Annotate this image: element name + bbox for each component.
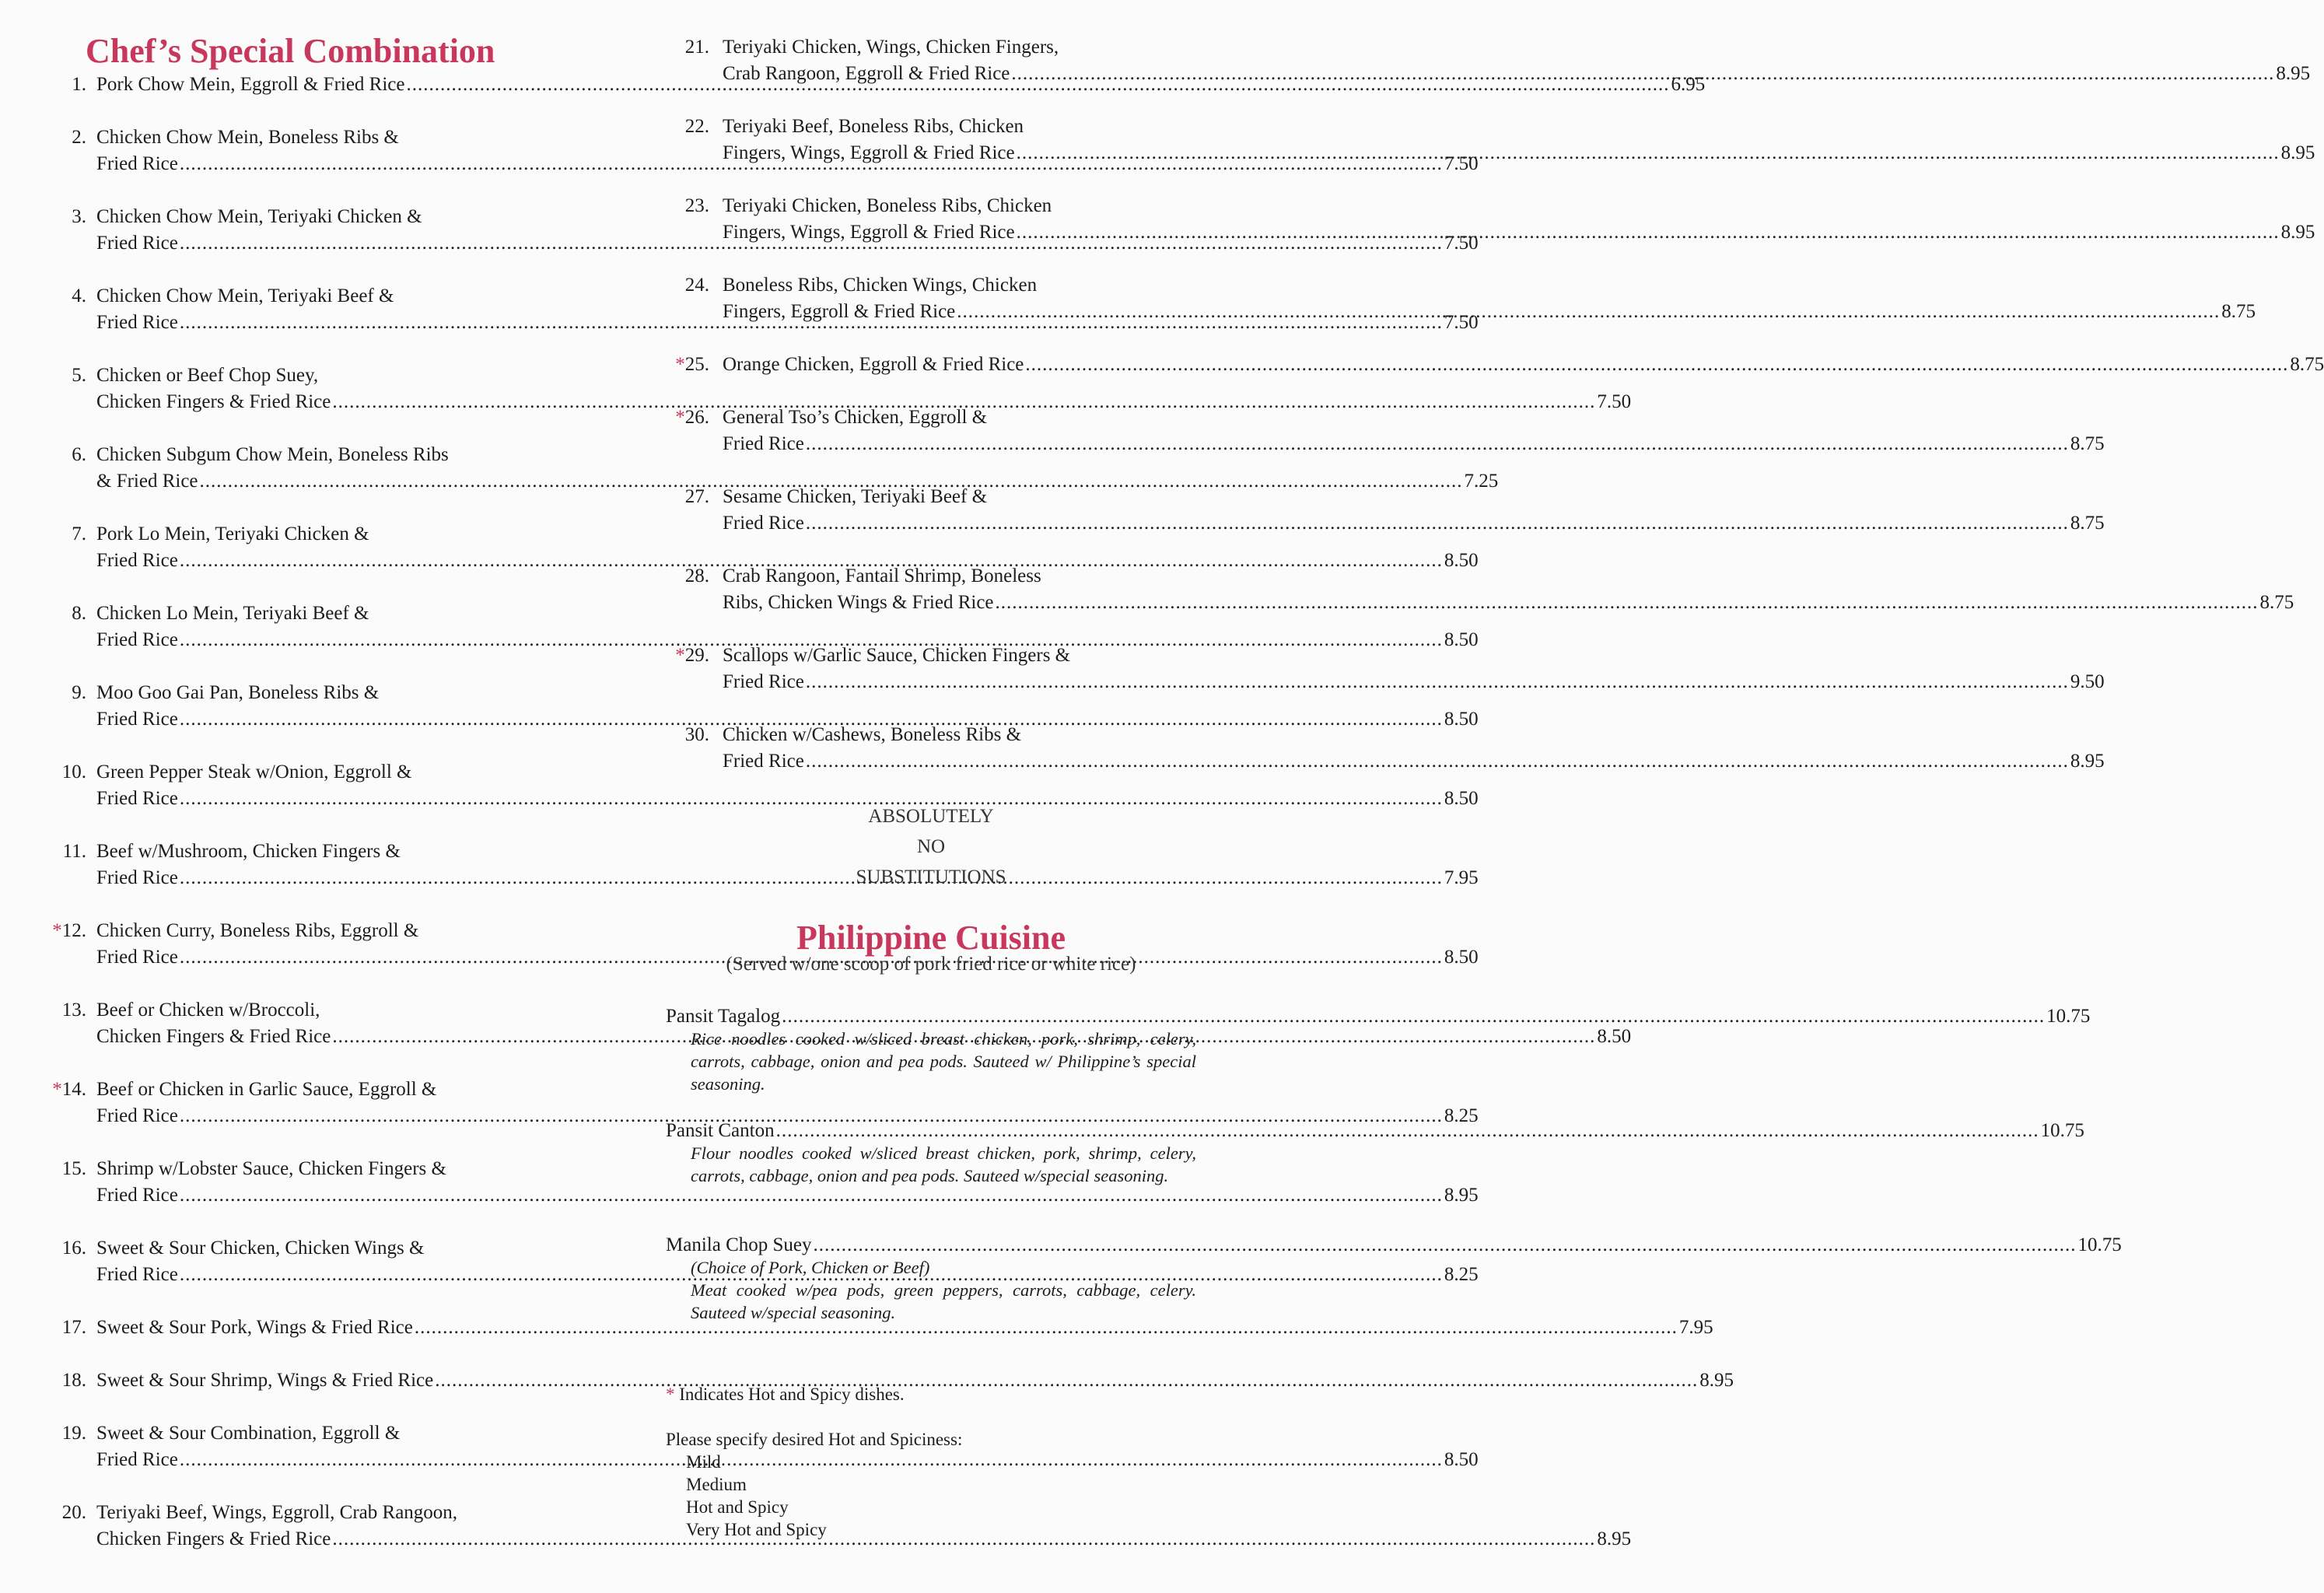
- item-number: [666, 34, 709, 61]
- item-number: [666, 484, 709, 510]
- item-line: [723, 219, 2315, 246]
- item-line: [723, 510, 2105, 537]
- item-number: [47, 839, 86, 865]
- item-number-text: 9.: [72, 682, 86, 703]
- menu-item: [47, 1315, 1713, 1341]
- item-description: Chicken Chow Mein, Teriyaki Beef &: [96, 285, 394, 306]
- item-description: Fried Rice: [96, 153, 178, 174]
- dot-leader: [1025, 352, 2288, 378]
- item-number: [47, 1315, 86, 1341]
- item-number-text: 29.: [684, 645, 709, 666]
- hot-note-text: Indicates Hot and Spicy dishes.: [679, 1385, 905, 1404]
- menu-item-row: [47, 442, 569, 468]
- menu-item-row: [666, 590, 2294, 616]
- philippine-subtitle: (Served w/one scoop of pork fried rice or white rice): [726, 954, 1136, 975]
- hot-note: [666, 1383, 1196, 1406]
- item-number: [47, 1367, 86, 1394]
- menu-item: [666, 722, 2105, 775]
- item-line: [723, 193, 1196, 219]
- item-line: [96, 918, 569, 944]
- item-number-text: 7.: [72, 523, 86, 544]
- item-line: [96, 1156, 569, 1182]
- item-number-text: 17.: [61, 1317, 86, 1338]
- item-line: [96, 1077, 569, 1103]
- item-price: 7.25: [1464, 471, 1499, 492]
- menu-item-row: [47, 1077, 569, 1103]
- item-line: [723, 642, 1196, 669]
- menu-item-row: [47, 283, 569, 310]
- item-number: [666, 272, 709, 299]
- menu-item-row: [47, 204, 569, 230]
- item-description: Chicken Subgum Chow Mein, Boneless Ribs: [96, 444, 449, 465]
- item-description: Fried Rice: [96, 1449, 178, 1470]
- item-description: Fingers, Wings, Eggroll & Fried Rice: [723, 142, 1015, 163]
- item-number: [47, 204, 86, 230]
- item-price: 8.95: [1699, 1370, 1734, 1391]
- item-description: Fried Rice: [96, 709, 178, 730]
- menu-item-row: [47, 1103, 1479, 1129]
- item-description: Chicken Chow Mein, Teriyaki Chicken &: [96, 206, 422, 227]
- item-description: Sesame Chicken, Teriyaki Beef &: [723, 486, 988, 507]
- menu-item-row: [47, 786, 1479, 812]
- item-number: [47, 442, 86, 468]
- menu-item: [47, 759, 1479, 812]
- item-line: [723, 352, 2324, 378]
- menu-item: [47, 442, 1499, 495]
- item-number: [47, 600, 86, 627]
- item-number-text: 24.: [684, 275, 709, 296]
- item-number: [47, 997, 86, 1024]
- item-description: Fried Rice: [96, 629, 178, 650]
- item-description: Boneless Ribs, Chicken Wings, Chicken: [723, 275, 1038, 296]
- menu-item: [47, 1367, 1734, 1394]
- item-line: [96, 997, 569, 1024]
- item-number-text: 28.: [684, 565, 709, 586]
- item-number-text: 4.: [72, 285, 86, 306]
- dish-choice-note: (Choice of Pork, Chicken or Beef): [691, 1258, 930, 1277]
- no-sub-line: NO: [916, 836, 946, 857]
- item-line: [723, 61, 2310, 87]
- item-line: [96, 600, 569, 627]
- item-line: [96, 1420, 569, 1447]
- menu-item-row: [666, 642, 1196, 669]
- item-price: 8.75: [2070, 433, 2105, 454]
- dish-header: [666, 1119, 2084, 1142]
- philippine-dish: [666, 1119, 2084, 1187]
- item-description: Chicken Lo Mein, Teriyaki Beef &: [96, 603, 369, 624]
- item-line: [723, 140, 2315, 166]
- item-description: Fingers, Eggroll & Fried Rice: [723, 301, 956, 322]
- item-number-text: 6.: [72, 444, 86, 465]
- item-description: Chicken Chow Mein, Boneless Ribs &: [96, 127, 399, 148]
- dish-price: 10.75: [2077, 1234, 2122, 1255]
- dish-header: [666, 1005, 2091, 1028]
- item-price: 8.95: [1597, 1528, 1632, 1549]
- menu-item: [666, 484, 2105, 537]
- menu-item: [47, 521, 1479, 574]
- menu-item-row: [47, 1156, 569, 1182]
- item-description: Crab Rangoon, Eggroll & Fried Rice: [723, 63, 1010, 84]
- item-price: 7.95: [1678, 1317, 1713, 1338]
- hot-spicy-asterisk: *: [675, 645, 685, 666]
- item-description: Beef or Chicken in Garlic Sauce, Eggroll &: [96, 1079, 437, 1100]
- menu-item-row: [47, 1182, 1479, 1209]
- item-price: 8.25: [1444, 1264, 1479, 1285]
- section-title-chefs-special: Chef’s Special Combination: [86, 32, 495, 70]
- item-price: 8.95: [2070, 751, 2105, 772]
- dish-price: 10.75: [2046, 1006, 2091, 1027]
- item-number-text: 2.: [72, 127, 86, 148]
- dot-leader: [814, 1234, 2077, 1256]
- menu-item-row: [47, 1235, 569, 1262]
- menu-item-row: [666, 272, 1196, 299]
- menu-item-row: [47, 680, 569, 706]
- item-number: [47, 1235, 86, 1262]
- menu-item-row: [47, 468, 1499, 495]
- item-line: [723, 114, 1196, 140]
- item-price: 8.95: [2280, 142, 2315, 163]
- menu-item-row: [47, 1024, 1632, 1050]
- menu-item-row: [666, 563, 1196, 590]
- item-description: Fried Rice: [96, 1264, 178, 1285]
- item-description: Fried Rice: [96, 550, 178, 571]
- item-number-text: 1.: [72, 74, 86, 95]
- item-number: [47, 680, 86, 706]
- item-line: [723, 404, 1196, 431]
- item-description: Orange Chicken, Eggroll & Fried Rice: [723, 354, 1024, 375]
- item-number: [47, 1156, 86, 1182]
- item-number: [47, 1500, 86, 1526]
- spiciness-level: Very Hot and Spicy: [686, 1520, 827, 1539]
- menu-item-row: [666, 114, 1196, 140]
- menu-item-row: [666, 193, 1196, 219]
- item-description: Fried Rice: [96, 233, 178, 254]
- menu-item-row: [47, 1420, 569, 1447]
- item-price: 7.50: [1444, 233, 1479, 254]
- item-line: [723, 272, 1196, 299]
- item-price: 8.75: [2070, 513, 2105, 534]
- item-number: [47, 521, 86, 548]
- menu-item-row: [666, 484, 1196, 510]
- item-description: Fried Rice: [723, 671, 804, 692]
- menu-item-row: [47, 759, 569, 786]
- item-number: [666, 352, 709, 378]
- item-description: Sweet & Sour Combination, Eggroll &: [96, 1423, 401, 1444]
- dot-leader: [957, 299, 2220, 325]
- item-number: [47, 283, 86, 310]
- menu-item-row: [47, 389, 1632, 415]
- item-price: 8.95: [1444, 1185, 1479, 1206]
- item-number-text: 21.: [684, 37, 709, 58]
- menu-item-row: [47, 124, 569, 151]
- spiciness-notes: [666, 1383, 1196, 1541]
- item-line: [96, 362, 569, 389]
- item-price: 7.50: [1597, 391, 1632, 412]
- item-price: 9.50: [2070, 671, 2105, 692]
- menu-item-row: [666, 748, 2105, 775]
- item-description: Fried Rice: [96, 1185, 178, 1206]
- item-number: [47, 72, 86, 98]
- hot-spicy-asterisk: *: [52, 1079, 62, 1100]
- dot-leader: [1017, 140, 2280, 166]
- menu-item-row: [47, 600, 569, 627]
- menu-item-row: [47, 918, 569, 944]
- item-number-text: 15.: [61, 1158, 86, 1179]
- item-number: [47, 362, 86, 389]
- spiciness-level: Medium: [686, 1475, 747, 1494]
- hot-spicy-asterisk: *: [675, 407, 685, 428]
- item-description: Shrimp w/Lobster Sauce, Chicken Fingers &: [96, 1158, 446, 1179]
- item-number: [666, 193, 709, 219]
- item-line: [96, 680, 569, 706]
- spiciness-level: Hot and Spicy: [686, 1497, 789, 1517]
- item-description: Teriyaki Chicken, Boneless Ribs, Chicken: [723, 195, 1052, 216]
- item-price: 8.50: [1444, 788, 1479, 809]
- menu-item: [47, 680, 1479, 733]
- item-number-text: 23.: [684, 195, 709, 216]
- item-number: [666, 642, 709, 669]
- item-number-text: 26.: [684, 407, 709, 428]
- item-description: Sweet & Sour Pork, Wings & Fried Rice: [96, 1317, 413, 1338]
- item-description: Teriyaki Beef, Boneless Ribs, Chicken: [723, 116, 1024, 137]
- spiciness-levels: [666, 1451, 1196, 1541]
- item-line: [96, 839, 569, 865]
- item-description: Sweet & Sour Chicken, Chicken Wings &: [96, 1238, 425, 1259]
- item-price: 6.95: [1671, 74, 1706, 95]
- item-number-text: 20.: [61, 1502, 86, 1523]
- item-line: [96, 1500, 569, 1526]
- no-sub-line: SUBSTITUTIONS: [856, 867, 1006, 888]
- item-description: Teriyaki Chicken, Wings, Chicken Fingers,: [723, 37, 1059, 58]
- item-description: Chicken Fingers & Fried Rice: [96, 1026, 331, 1047]
- dot-leader: [1011, 61, 2274, 87]
- item-line: [723, 748, 2105, 775]
- dish-description: Meat cooked w/pea pods, green peppers, carrots, cabbage, celery. Sauteed w/special seasoning.: [691, 1280, 1196, 1322]
- dish-name: Pansit Tagalog: [666, 1006, 781, 1027]
- item-line: [723, 563, 1196, 590]
- item-number: [47, 1420, 86, 1447]
- item-price: 8.75: [2259, 592, 2294, 613]
- menu-item: [666, 352, 2324, 378]
- item-description: Scallops w/Garlic Sauce, Chicken Fingers &: [723, 645, 1071, 666]
- item-description: Chicken Curry, Boneless Ribs, Eggroll &: [96, 920, 419, 941]
- no-substitutions-notice: [666, 801, 1196, 892]
- item-line: [96, 442, 569, 468]
- item-description: Fried Rice: [723, 513, 804, 534]
- item-number-text: 22.: [684, 116, 709, 137]
- menu-item: [47, 1077, 1479, 1129]
- dot-leader: [806, 431, 2069, 457]
- item-price: 7.95: [1444, 867, 1479, 888]
- dish-name: Pansit Canton: [666, 1120, 775, 1141]
- item-number: [666, 404, 709, 431]
- item-description: Chicken Fingers & Fried Rice: [96, 391, 331, 412]
- dot-leader: [806, 669, 2069, 695]
- item-line: [723, 299, 2256, 325]
- item-price: 8.95: [2276, 63, 2311, 84]
- item-line: [723, 484, 1196, 510]
- item-description: Fingers, Wings, Eggroll & Fried Rice: [723, 222, 1015, 243]
- menu-item-row: [666, 510, 2105, 537]
- spiciness-level: Mild: [686, 1452, 721, 1472]
- item-description: Crab Rangoon, Fantail Shrimp, Boneless: [723, 565, 1041, 586]
- menu-item-row: [47, 362, 569, 389]
- item-line: [723, 431, 2105, 457]
- menu-item-row: [47, 839, 569, 865]
- item-line: [96, 759, 569, 786]
- hot-spicy-asterisk: *: [675, 354, 685, 375]
- item-line: [96, 283, 569, 310]
- item-number-text: 18.: [61, 1370, 86, 1391]
- item-price: 8.75: [2221, 301, 2256, 322]
- menu-item-row: [47, 1367, 1734, 1394]
- item-price: 8.50: [1444, 709, 1479, 730]
- item-description: & Fried Rice: [96, 471, 198, 492]
- item-number-text: 19.: [61, 1423, 86, 1444]
- item-line: [96, 521, 569, 548]
- item-price: 7.50: [1444, 153, 1479, 174]
- item-price: 8.50: [1444, 947, 1479, 968]
- item-number: [666, 563, 709, 590]
- item-price: 8.95: [2280, 222, 2315, 243]
- item-line: [96, 204, 569, 230]
- menu-item-row: [47, 627, 1479, 653]
- item-line: [723, 722, 1196, 748]
- menu-item-row: [47, 997, 569, 1024]
- item-description: Green Pepper Steak w/Onion, Eggroll &: [96, 761, 412, 782]
- menu-item-row: [47, 1500, 569, 1526]
- menu-item: [666, 563, 2294, 616]
- item-description: Moo Goo Gai Pan, Boneless Ribs &: [96, 682, 380, 703]
- menu-item: [666, 404, 2105, 457]
- dish-header: [666, 1234, 2122, 1256]
- menu-item-row: [666, 404, 1196, 431]
- section-title-philippine: Philippine Cuisine: [796, 919, 1066, 957]
- item-number-text: 16.: [61, 1238, 86, 1259]
- item-description: Beef or Chicken w/Broccoli,: [96, 1000, 320, 1021]
- dot-leader: [806, 748, 2069, 775]
- item-number: [47, 124, 86, 151]
- item-number: [666, 114, 709, 140]
- item-number-text: 3.: [72, 206, 86, 227]
- menu-item: [666, 642, 2105, 695]
- item-description: Fried Rice: [96, 312, 178, 333]
- item-number-text: 27.: [684, 486, 709, 507]
- item-number-text: 10.: [61, 761, 86, 782]
- item-price: 8.75: [2290, 354, 2324, 375]
- item-price: 8.25: [1444, 1105, 1479, 1126]
- menu-item-row: [666, 431, 2105, 457]
- menu-item-row: [47, 1315, 1713, 1341]
- item-description: Teriyaki Beef, Wings, Eggroll, Crab Rangoon,: [96, 1502, 458, 1523]
- item-line: [723, 669, 2105, 695]
- item-description: Fried Rice: [723, 751, 804, 772]
- item-price: 8.50: [1444, 629, 1479, 650]
- dot-leader: [996, 590, 2259, 616]
- item-number: [47, 918, 86, 944]
- no-sub-line: ABSOLUTELY: [868, 806, 994, 827]
- item-description: Pork Lo Mein, Teriyaki Chicken &: [96, 523, 369, 544]
- item-description: Fried Rice: [96, 867, 178, 888]
- hot-spicy-asterisk: *: [52, 920, 62, 941]
- item-number-text: 11.: [62, 841, 86, 862]
- dish-description: Flour noodles cooked w/sliced breast chicken, pork, shrimp, celery, carrots, cabbage, onion and pea pods. Sauteed w/special seasoning.: [691, 1143, 1196, 1185]
- dot-leader: [776, 1119, 2039, 1142]
- menu-item-row: [47, 706, 1479, 733]
- item-line: [723, 590, 2294, 616]
- item-description: Pork Chow Mein, Eggroll & Fried Rice: [96, 74, 405, 95]
- item-number-text: 12.: [61, 920, 86, 941]
- item-description: Chicken Fingers & Fried Rice: [96, 1528, 331, 1549]
- item-description: Chicken or Beef Chop Suey,: [96, 365, 319, 386]
- item-number-text: 5.: [72, 365, 86, 386]
- item-line: [96, 1235, 569, 1262]
- dot-leader: [782, 1005, 2045, 1028]
- item-description: Chicken w/Cashews, Boneless Ribs &: [723, 724, 1022, 745]
- dish-name: Manila Chop Suey: [666, 1234, 812, 1255]
- menu-item-row: [666, 722, 1196, 748]
- item-line: [723, 34, 1196, 61]
- item-price: 7.50: [1444, 312, 1479, 333]
- item-line: [96, 124, 569, 151]
- item-number: [47, 759, 86, 786]
- item-number-text: 13.: [61, 1000, 86, 1021]
- menu-item-row: [666, 352, 2324, 378]
- item-description: Fried Rice: [96, 1105, 178, 1126]
- item-description: General Tso’s Chicken, Eggroll &: [723, 407, 988, 428]
- item-number: [47, 1077, 86, 1103]
- item-number: [666, 722, 709, 748]
- menu-item-row: [666, 669, 2105, 695]
- item-description: Ribs, Chicken Wings & Fried Rice: [723, 592, 994, 613]
- dish-price: 10.75: [2040, 1120, 2084, 1141]
- item-price: 8.50: [1444, 1449, 1479, 1470]
- dot-leader: [1017, 219, 2280, 246]
- hot-asterisk: *: [666, 1385, 675, 1404]
- item-description: Fried Rice: [96, 947, 178, 968]
- item-number-text: 8.: [72, 603, 86, 624]
- menu-item-row: [47, 521, 569, 548]
- specify-text: Please specify desired Hot and Spiciness:: [666, 1430, 963, 1449]
- menu-item-row: [666, 34, 1196, 61]
- item-description: Fried Rice: [723, 433, 804, 454]
- item-price: 8.50: [1597, 1026, 1632, 1047]
- menu-item-row: [47, 548, 1479, 574]
- item-description: Beef w/Mushroom, Chicken Fingers &: [96, 841, 401, 862]
- item-description: Sweet & Sour Shrimp, Wings & Fried Rice: [96, 1370, 434, 1391]
- item-number-text: 30.: [684, 724, 709, 745]
- item-price: 8.50: [1444, 550, 1479, 571]
- dish-description: Rice noodles cooked w/sliced breast chicken, pork, shrimp, celery, carrots, cabbage, onion and pea pods. Sauteed w/ Philippine’s special seasoning.: [691, 1029, 1196, 1094]
- item-description: Fried Rice: [96, 788, 178, 809]
- dot-leader: [806, 510, 2069, 537]
- item-number-text: 14.: [61, 1079, 86, 1100]
- item-number-text: 25.: [684, 354, 709, 375]
